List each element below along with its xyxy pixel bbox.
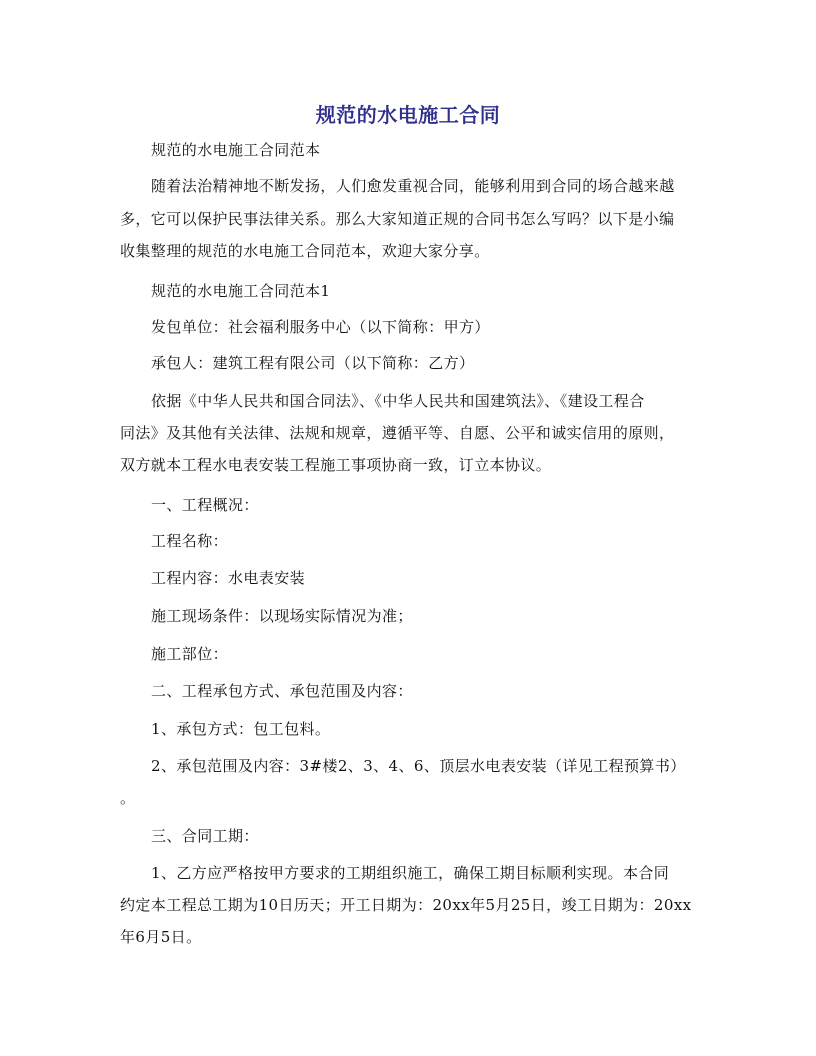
contract-scope-line-2: 。 [120, 789, 136, 807]
contract-scope-line-1: 2、承包范围及内容：3#楼2、3、4、6、顶层水电表安装（详见工程预算书） [151, 757, 686, 775]
site-location-line: 施工部位： [151, 645, 229, 663]
project-content-line: 工程内容：水电表安装 [151, 569, 306, 587]
schedule-line-2: 约定本工程总工期为10日历天；开工日期为：20xx年5月25日，竣工日期为：20xx [120, 896, 692, 914]
schedule-line-1: 1、乙方应严格按甲方要求的工期组织施工，确保工期目标顺利实现。本合同 [151, 864, 670, 882]
employer-line: 发包单位：社会福利服务中心（以下简称：甲方） [151, 318, 490, 336]
basis-line-1: 依据《中华人民共和国合同法》、《中华人民共和国建筑法》、《建设工程合 [151, 392, 645, 410]
basis-line-2: 同法》及其他有关法律、法规和规章，遵循平等、自愿、公平和诚实信用的原则， [120, 424, 675, 442]
part1-heading: 一、工程概况： [151, 496, 259, 514]
part2-heading: 二、工程承包方式、承包范围及内容： [151, 682, 413, 700]
intro-line-2: 多，它可以保护民事法律关系。那么大家知道正规的合同书怎么写吗？以下是小编 [120, 210, 675, 228]
document-title: 规范的水电施工合同 [315, 103, 501, 127]
schedule-line-3: 年6月5日。 [120, 928, 202, 946]
intro-line-1: 随着法治精神地不断发扬，人们愈发重视合同，能够利用到合同的场合越来越 [151, 177, 675, 195]
contractor-line: 承包人：建筑工程有限公司（以下简称：乙方） [151, 354, 475, 372]
intro-line-3: 收集整理的规范的水电施工合同范本，欢迎大家分享。 [120, 242, 490, 260]
basis-line-3: 双方就本工程水电表安装工程施工事项协商一致，订立本协议。 [120, 456, 552, 474]
contract-method-line: 1、承包方式：包工包料。 [151, 720, 331, 738]
site-conditions-line: 施工现场条件：以现场实际情况为准； [151, 607, 413, 625]
project-name-line: 工程名称： [151, 532, 229, 550]
document-subtitle: 规范的水电施工合同范本 [151, 141, 321, 159]
section-heading: 规范的水电施工合同范本1 [151, 282, 331, 300]
part3-heading: 三、合同工期： [151, 827, 259, 845]
